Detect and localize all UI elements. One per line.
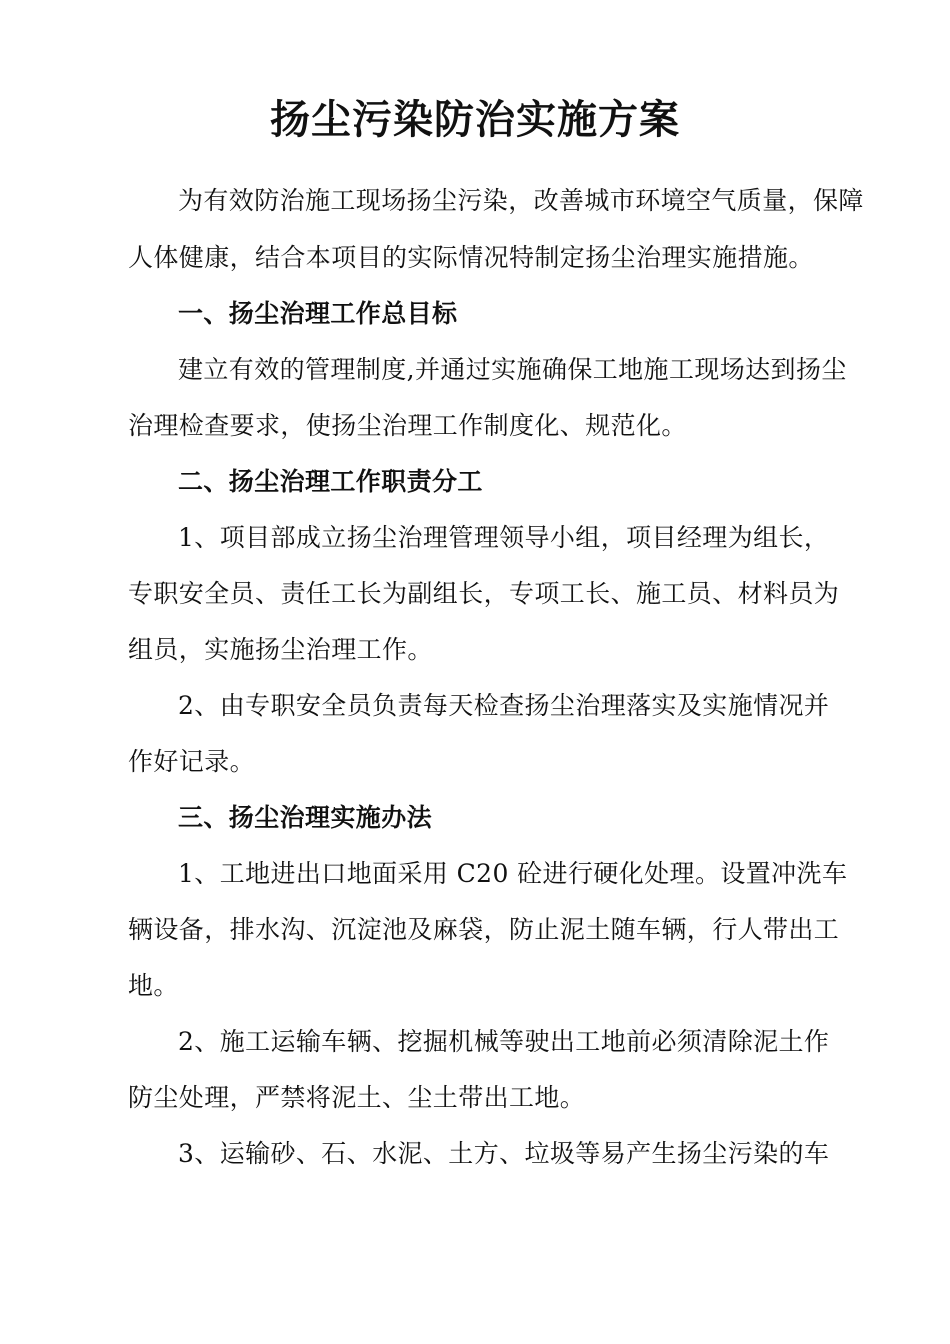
intro-line-2: 人体健康，结合本项目的实际情况特制定扬尘治理实施措施。 [128, 243, 814, 272]
section-2-item-1-line-1: 1、项目部成立扬尘治理管理领导小组，项目经理为组长， [178, 523, 830, 552]
section-2-heading: 二、扬尘治理工作职责分工 [178, 467, 483, 496]
section-1-line-1: 建立有效的管理制度,并通过实施确保工地施工现场达到扬尘 [178, 355, 847, 384]
intro-line-1: 为有效防治施工现场扬尘污染，改善城市环境空气质量，保障 [178, 186, 864, 215]
section-3-item-2-line-1: 2、施工运输车辆、挖掘机械等驶出工地前必须清除泥土作 [178, 1027, 830, 1056]
section-3-item-3-line-1: 3、运输砂、石、水泥、土方、垃圾等易产生扬尘污染的车 [178, 1139, 830, 1168]
section-2-item-1-line-3: 组员，实施扬尘治理工作。 [128, 635, 433, 664]
document-title: 扬尘污染防治实施方案 [270, 96, 680, 143]
section-3-item-1-line-1: 1、工地进出口地面采用 C20 砼进行硬化处理。设置冲洗车 [178, 859, 848, 888]
section-2-item-1-line-2: 专职安全员、责任工长为副组长，专项工长、施工员、材料员为 [128, 579, 840, 608]
section-1-line-2: 治理检查要求，使扬尘治理工作制度化、规范化。 [128, 411, 687, 440]
section-2-item-2-line-2: 作好记录。 [128, 747, 256, 776]
section-2-item-2-line-1: 2、由专职安全员负责每天检查扬尘治理落实及实施情况并 [178, 691, 830, 720]
section-3-heading: 三、扬尘治理实施办法 [178, 803, 433, 832]
section-3-item-2-line-2: 防尘处理，严禁将泥土、尘土带出工地。 [128, 1083, 586, 1112]
section-3-item-1-line-2: 辆设备，排水沟、沉淀池及麻袋，防止泥土随车辆，行人带出工 [128, 915, 840, 944]
section-1-heading: 一、扬尘治理工作总目标 [178, 299, 458, 328]
section-3-item-1-line-3: 地。 [128, 971, 179, 1000]
